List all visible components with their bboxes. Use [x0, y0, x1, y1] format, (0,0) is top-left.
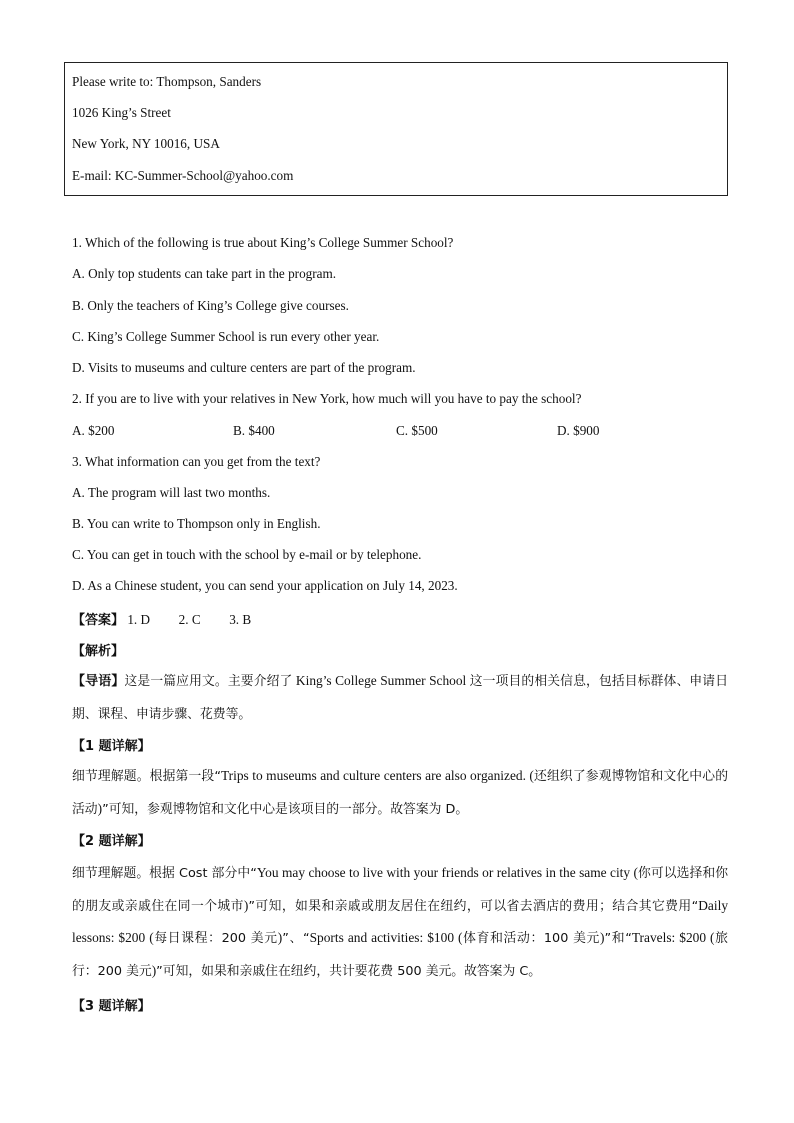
- answer-row: [72, 609, 251, 628]
- guide-text-b: King’s College Summer School: [292, 673, 470, 688]
- guide-label: 【导语】: [72, 674, 125, 689]
- question-1-option-d: D. Visits to museums and culture centers are part of the program.: [72, 360, 416, 375]
- guide-text-c: 这一项目的相关信息，包括目标群体、申请日期、课程、申请步骤、花费等。: [72, 674, 729, 722]
- answer-3: 3. B: [229, 612, 252, 627]
- detail-1-text-e: ”可知，参观博物馆和文化中心是该项目的一部分。故答案为 D。: [102, 801, 469, 817]
- question-2-stem: 2. If you are to live with your relatives in New York, how much will you have to pay the school?: [72, 391, 582, 406]
- detail-1-paragraph: [72, 760, 728, 825]
- detail-2-text-i: ”、“: [282, 931, 310, 946]
- question-1-stem: 1. Which of the following is true about King’s College Summer School?: [72, 235, 454, 250]
- question-3-option-c: C. You can get in touch with the school by e-mail or by telephone.: [72, 547, 422, 562]
- detail-2-text-j: Sports and activities: $100 (: [309, 930, 463, 945]
- detail-2-text-o: 旅行：200 美元: [72, 931, 728, 979]
- answer-1: 1. D: [127, 612, 151, 627]
- detail-2-text-e: ”可知，如果和亲戚或朋友居住在纽约，可以省去酒店的费用；结合其它费用“: [248, 898, 699, 914]
- address-box: [64, 62, 728, 196]
- detail-2-paragraph: [72, 857, 728, 987]
- address-recipient: Please write to: Thompson, Sanders: [72, 74, 262, 89]
- analysis-label: 【解析】: [72, 644, 125, 659]
- address-street: 1026 King’s Street: [72, 105, 171, 120]
- detail-2-text-f: Daily lessons: $200 (: [72, 897, 729, 945]
- question-3-option-a: A. The program will last two months.: [72, 485, 271, 500]
- answer-label: 【答案】: [72, 613, 125, 628]
- detail-2-text-k: 体育和活动：100 美元: [462, 931, 600, 946]
- question-2-option-b: B. $400: [233, 423, 275, 438]
- question-2-option-a: A. $200: [72, 423, 115, 438]
- detail-2-text-p: ): [151, 962, 157, 978]
- detail-1-text-c: 还组织了参观博物馆和文化中心的活动: [72, 769, 728, 817]
- question-1-option-c: C. King’s College Summer School is run every other year.: [72, 329, 380, 344]
- question-3-stem: 3. What information can you get from the text?: [72, 454, 321, 469]
- detail-2-text-m: ”和“: [604, 931, 632, 946]
- question-3-option-b: B. You can write to Thompson only in English.: [72, 516, 321, 531]
- detail-2-text-h: ): [277, 930, 283, 945]
- detail-1-text-a: 细节理解题。根据第一段“: [72, 769, 221, 784]
- detail-1-label: 【1 题详解】: [72, 739, 151, 754]
- detail-3-label: 【3 题详解】: [72, 999, 151, 1014]
- detail-1-text-d: ): [97, 800, 103, 816]
- detail-2-text-a: 细节理解题。根据 Cost 部分中“: [72, 866, 257, 881]
- guide-text-a: 这是一篇应用文。主要介绍了: [124, 674, 293, 689]
- address-email: E-mail: KC-Summer-School@yahoo.com: [72, 168, 294, 183]
- detail-1-text-b: Trips to museums and culture centers are also organized. (: [220, 768, 534, 783]
- detail-2-text-n: Travels: $200 (: [631, 930, 715, 945]
- guide-paragraph: [72, 665, 728, 730]
- detail-2-text-g: 每日课程：200 美元: [153, 931, 278, 946]
- address-city: New York, NY 10016, USA: [72, 136, 220, 151]
- detail-2-label: 【2 题详解】: [72, 834, 151, 849]
- question-3-option-d: D. As a Chinese student, you can send your application on July 14, 2023.: [72, 578, 458, 593]
- detail-2-text-q: ”可知，如果和亲戚住在纽约，共计要花费 500 美元。故答案为 C。: [156, 963, 542, 979]
- question-2-option-c: C. $500: [396, 423, 438, 438]
- question-2-option-d: D. $900: [557, 423, 600, 438]
- detail-2-text-c: 你可以选择和你的朋友或亲戚住在同一个城市: [72, 866, 729, 914]
- detail-2-text-l: ): [599, 930, 605, 945]
- detail-2-text-d: ): [243, 897, 249, 913]
- answer-2: 2. C: [178, 612, 201, 627]
- question-1-option-b: B. Only the teachers of King’s College give courses.: [72, 298, 349, 313]
- question-1-option-a: A. Only top students can take part in the program.: [72, 266, 337, 281]
- detail-2-text-b: You may choose to live with your friends or relatives in the same city (: [256, 865, 638, 880]
